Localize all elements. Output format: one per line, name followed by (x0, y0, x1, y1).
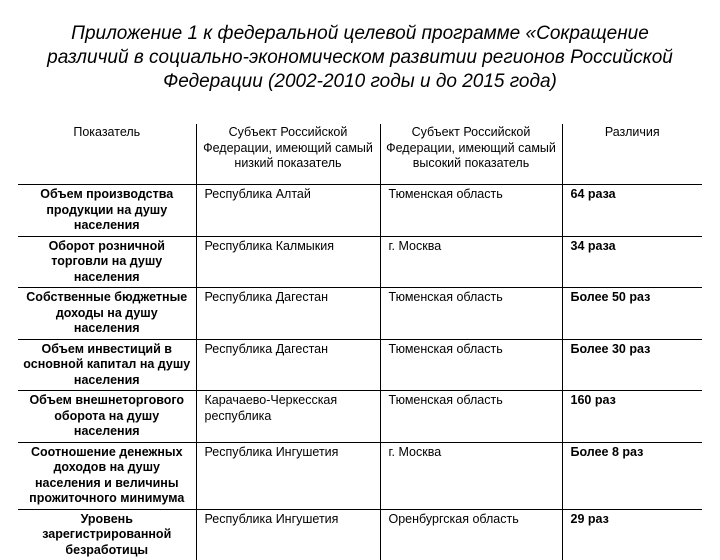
lowest-region-cell: Республика Алтай (196, 185, 380, 237)
difference-cell: Более 50 раз (562, 288, 702, 340)
highest-region-cell: Тюменская область (380, 288, 562, 340)
lowest-region-cell: Республика Дагестан (196, 288, 380, 340)
highest-region-cell: Тюменская область (380, 339, 562, 391)
highest-region-cell: Тюменская область (380, 391, 562, 443)
indicator-cell: Уровень зарегистрированной безработицы (18, 509, 196, 560)
difference-cell: 64 раза (562, 185, 702, 237)
header-highest-region: Субъект Российской Федерации, имеющий самый высокий показатель (380, 124, 562, 185)
header-indicator: Показатель (18, 124, 196, 185)
difference-cell: Более 8 раз (562, 442, 702, 509)
table-row (18, 339, 702, 391)
lowest-region-cell: Республика Калмыкия (196, 236, 380, 288)
table-row (18, 509, 702, 560)
header-lowest-region: Субъект Российской Федерации, имеющий самый низкий показатель (196, 124, 380, 185)
table-row (18, 391, 702, 443)
lowest-region-cell: Карачаево-Черкесская республика (196, 391, 380, 443)
lowest-region-cell: Республика Дагестан (196, 339, 380, 391)
highest-region-cell: Тюменская область (380, 185, 562, 237)
indicator-cell: Объем внешнеторгового оборота на душу населения (18, 391, 196, 443)
indicator-cell: Соотношение денежных доходов на душу населения и величины прожиточного минимума (18, 442, 196, 509)
difference-cell: Более 30 раз (562, 339, 702, 391)
highest-region-cell: г. Москва (380, 236, 562, 288)
difference-cell: 29 раз (562, 509, 702, 560)
difference-cell: 34 раза (562, 236, 702, 288)
lowest-region-cell: Республика Ингушетия (196, 442, 380, 509)
indicator-cell: Объем инвестиций в основной капитал на душу населения (18, 339, 196, 391)
table-row (18, 288, 702, 340)
regional-differences-table (18, 124, 702, 560)
difference-cell: 160 раз (562, 391, 702, 443)
indicator-cell: Объем производства продукции на душу населения (18, 185, 196, 237)
highest-region-cell: Оренбургская область (380, 509, 562, 560)
table-row (18, 236, 702, 288)
table-header-row (18, 124, 702, 185)
table-row (18, 442, 702, 509)
lowest-region-cell: Республика Ингушетия (196, 509, 380, 560)
page-title: Приложение 1 к федеральной целевой программе «Сокращение различий в социально-экономическом развитии регионов Российской Федерации (2002-2010 годы и до 2015 года) (47, 23, 673, 92)
header-difference: Различия (604, 125, 660, 139)
indicator-cell: Собственные бюджетные доходы на душу населения (18, 288, 196, 340)
highest-region-cell: г. Москва (380, 442, 562, 509)
table-row (18, 185, 702, 237)
indicator-cell: Оборот розничной торговли на душу населения (18, 236, 196, 288)
